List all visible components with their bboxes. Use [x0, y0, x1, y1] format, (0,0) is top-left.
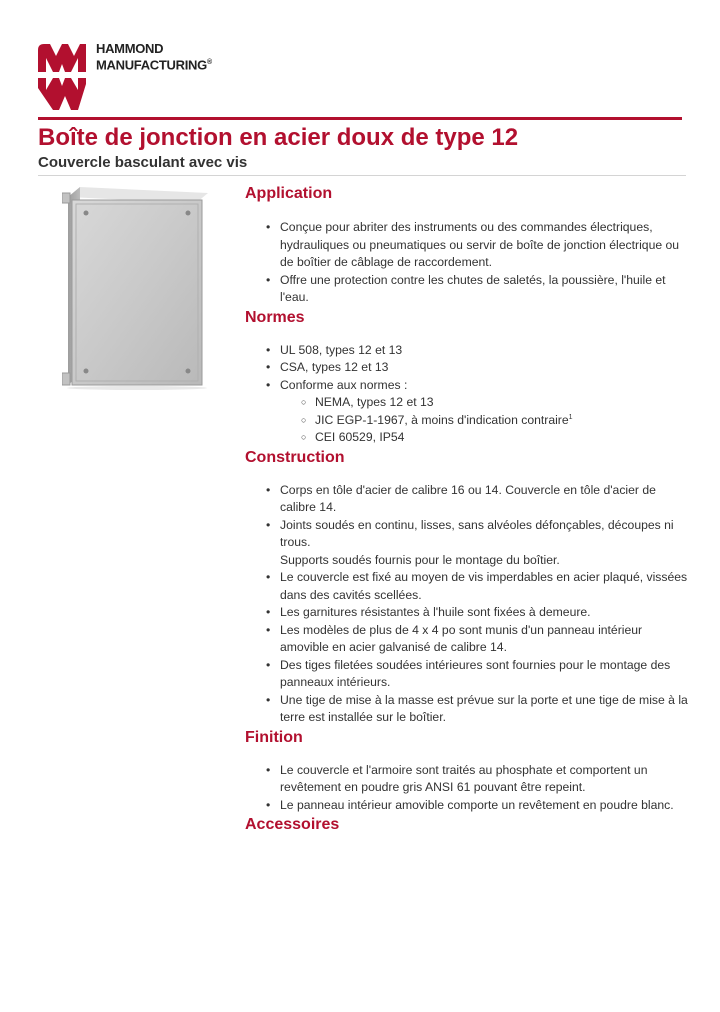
heading-construction: Construction	[245, 448, 345, 466]
heading-application: Application	[245, 185, 333, 202]
heading-accessoires: Accessoires	[245, 816, 340, 833]
brand-line-1: HAMMOND	[96, 41, 164, 56]
sublist-normes	[280, 394, 690, 447]
subtitle-rule	[38, 175, 686, 176]
list-item: • Conçue pour abriter des instruments ou des commandes électriques, hydrauliques ou pneumatiques ou servir de boîte de jonction électrique ou de boîtier de câblage de raccordement.	[245, 219, 690, 272]
spec-content	[245, 183, 690, 836]
sublist-item: ○ NEMA, types 12 et 13	[280, 394, 690, 412]
list-item: • CSA, types 12 et 13	[245, 359, 690, 377]
list-item: • Le couvercle est fixé au moyen de vis imperdables en acier plaqué, vissées dans des cavités scellées.	[245, 569, 690, 604]
brand-line-2: MANUFACTURING®	[96, 57, 212, 73]
sublist-item: ○ CEI 60529, IP54	[280, 429, 690, 447]
list-item: • Les modèles de plus de 4 x 4 po sont munis d'un panneau intérieur amovible en acier galvanisé de calibre 14.	[245, 622, 690, 657]
list-item: • Le panneau intérieur amovible comporte un revêtement en poudre blanc.	[245, 797, 690, 815]
list-normes	[245, 342, 690, 447]
footnote-marker: 1	[568, 413, 573, 421]
header-rule	[38, 117, 682, 120]
list-item-label: Conforme aux normes :	[280, 377, 408, 392]
list-item: • Corps en tôle d'acier de calibre 16 ou 14. Couvercle en tôle d'acier de calibre 14.	[245, 482, 690, 517]
list-item	[245, 377, 690, 447]
sublist-item: ○ JIC EGP-1-1967, à moins d'indication contraire$^1$	[280, 412, 690, 430]
page-subtitle: Couvercle basculant avec vis	[38, 154, 248, 171]
list-application	[245, 219, 690, 307]
enclosure-image	[62, 185, 212, 390]
list-item: • UL 508, types 12 et 13	[245, 342, 690, 360]
list-item: • Joints soudés en continu, lisses, sans alvéoles défonçables, découpes ni trous. Supports soudés fournis pour le montage du boîtier.	[245, 517, 690, 570]
heading-normes: Normes	[245, 308, 305, 326]
list-item-extra: Supports soudés fournis pour le montage du boîtier.	[280, 552, 560, 567]
list-item: • Offre une protection contre les chutes de saletés, la poussière, l'huile et l'eau.	[245, 272, 690, 307]
page-title: Boîte de jonction en acier doux de type 12	[38, 124, 519, 151]
brand-logo	[38, 42, 228, 112]
list-finition	[245, 762, 690, 815]
list-item: • Des tiges filetées soudées intérieures sont fournies pour le montage des panneaux intérieurs.	[245, 657, 690, 692]
heading-finition: Finition	[245, 728, 303, 746]
list-item: • Une tige de mise à la masse est prévue sur la porte et une tige de mise à la terre est installée sur le boîtier.	[245, 692, 690, 727]
brand-name	[96, 42, 212, 72]
list-construction	[245, 482, 690, 727]
hammond-logo-icon	[38, 42, 88, 112]
list-item: • Le couvercle et l'armoire sont traités au phosphate et comportent un revêtement en poudre gris ANSI 61 pouvant être repeint.	[245, 762, 690, 797]
list-item: • Les garnitures résistantes à l'huile sont fixées à demeure.	[245, 604, 690, 622]
